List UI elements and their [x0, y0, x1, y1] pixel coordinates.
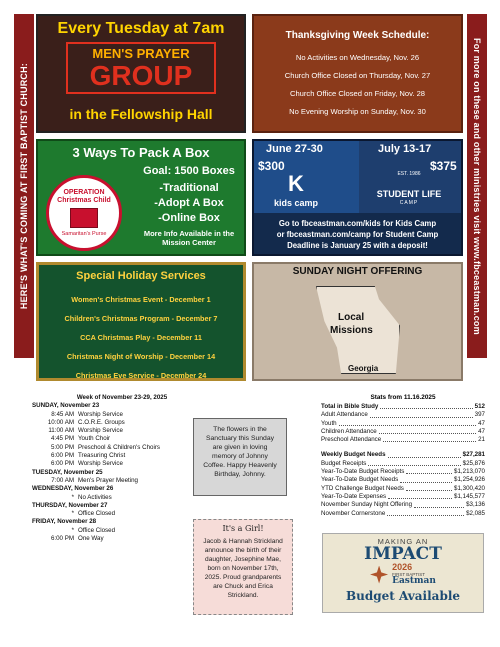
schedule-event: One Way: [78, 535, 104, 543]
schedule-row: [32, 427, 192, 435]
stats-panel: [321, 394, 485, 518]
student-camp-price: $375: [430, 159, 457, 173]
offering-georgia: Georgia: [348, 364, 379, 373]
holiday-item: Christmas Night of Worship - December 14: [66, 352, 216, 361]
stat-value: $25,876: [462, 459, 485, 467]
stat-label: Total in Bible Study: [321, 403, 379, 410]
sunday-offering-panel: [252, 262, 463, 381]
impact-town: Eastman: [392, 576, 436, 586]
stat-row: [321, 510, 485, 518]
stat-leader: [383, 436, 476, 442]
schedule-row: [32, 527, 192, 535]
pack-box-panel: [36, 139, 246, 256]
stat-leader: [406, 468, 452, 474]
gift-box-icon: [70, 208, 98, 228]
pack-box-title: 3 Ways To Pack A Box: [72, 145, 210, 160]
student-camp-label: STUDENT LIFE: [376, 189, 442, 199]
impact-star-icon: [370, 566, 388, 584]
stat-row: [321, 451, 485, 459]
right-sidebar: For more on these and other ministries visit www.fbceastman.com: [467, 14, 487, 358]
stat-row: [321, 436, 485, 444]
pack-box-way: -Traditional: [159, 182, 219, 194]
mens-prayer-location: in the Fellowship Hall: [69, 106, 213, 122]
kids-camp-date: June 27-30: [266, 143, 323, 155]
schedule-time: 7:00 AM: [51, 476, 74, 484]
schedule-event: Preschool & Children's Choirs: [78, 443, 160, 451]
stat-leader: [387, 510, 464, 516]
stat-row: [321, 485, 485, 493]
impact-church: FIRST BAPTIST: [392, 572, 425, 577]
schedule-event: Youth Choir: [78, 435, 111, 443]
schedule-event: Worship Service: [78, 410, 123, 418]
stat-row: [321, 501, 485, 509]
schedule-day: FRIDAY, November 28: [32, 518, 97, 526]
impact-budget-panel: [322, 533, 484, 613]
stat-value: $1,254,926: [454, 476, 485, 484]
schedule-day: WEDNESDAY, November 26: [32, 485, 114, 493]
stat-leader: [414, 501, 464, 507]
stat-value: $27,281: [462, 451, 485, 459]
schedule-day: TUESDAY, November 25: [32, 468, 103, 476]
thanksgiving-title: Thanksgiving Week Schedule:: [285, 30, 430, 41]
stat-leader: [368, 460, 460, 466]
left-sidebar: HERE'S WHAT'S COMING AT FIRST BAPTIST CHURCH:: [14, 14, 34, 358]
impact-title: IMPACT: [364, 544, 442, 564]
stat-leader: [406, 485, 452, 491]
schedule-day: THURSDAY, November 27: [32, 501, 108, 509]
operation-christmas-child-logo: OPERATION Christmas Child Samaritan's Purse: [46, 175, 122, 251]
stat-value: 397: [474, 411, 485, 419]
pack-box-goal: Goal: 1500 Boxes: [143, 165, 235, 177]
birth-text: Jacob & Hannah Strickland announce the birth of their daughter, Josephine Mae, born on November 17th, 2025. Proud grandparents are Chuck and Erica Strickland.: [203, 538, 283, 599]
student-camp-est: EST. 1986: [397, 171, 421, 177]
schedule-event: No Activities: [78, 493, 112, 501]
holiday-item: CCA Christmas Play - December 11: [80, 333, 202, 342]
camps-info: Go to fbceastman.com/kids for Kids Camp: [278, 219, 437, 228]
thanksgiving-item: Church Office Closed on Thursday, Nov. 27: [284, 71, 431, 80]
schedule-time: 4:45 PM: [50, 435, 74, 443]
stat-label: YTD Challenge Budget Needs: [321, 484, 404, 492]
week-title: Week of November 23-29, 2025: [76, 394, 168, 401]
schedule-time: 6:00 PM: [50, 460, 74, 468]
thanksgiving-item: No Evening Worship on Sunday, Nov. 30: [289, 107, 426, 116]
stat-value: $3,136: [466, 501, 485, 509]
stat-row: [321, 460, 485, 468]
stat-row: [321, 411, 485, 419]
stat-value: $1,213,070: [454, 468, 485, 476]
pack-box-way: -Adopt A Box: [154, 197, 224, 209]
schedule-event: Office Closed: [78, 526, 116, 534]
schedule-time: 6:00 PM: [50, 452, 74, 460]
thanksgiving-item: No Activities on Wednesday, Nov. 26: [295, 53, 420, 62]
schedule-day: SUNDAY, November 23: [32, 402, 100, 410]
stat-label: Budget Receipts: [321, 459, 367, 467]
impact-year: 2026: [392, 562, 413, 572]
schedule-time: 11:00 AM: [48, 427, 74, 435]
stat-value: $1,300,420: [454, 484, 485, 492]
camps-info: or fbceastman.com/camp for Student Camp: [276, 230, 439, 239]
thanksgiving-item: Church Office Closed on Friday, Nov. 28: [289, 89, 426, 98]
stat-value: 512: [474, 403, 485, 410]
schedule-row: [32, 411, 192, 419]
mens-prayer-panel: [36, 14, 246, 133]
schedule-row: [32, 494, 192, 502]
stat-row: [321, 403, 485, 411]
holiday-title: Special Holiday Services: [76, 270, 206, 282]
stat-label: Preschool Attendance: [321, 436, 382, 444]
offering-title: SUNDAY NIGHT OFFERING: [292, 266, 423, 277]
stat-value: $1,145,577: [454, 492, 485, 500]
schedule-time: 8:45 AM: [51, 410, 74, 418]
stat-leader: [400, 476, 452, 482]
schedule-row: [32, 444, 192, 452]
camps-panel: [252, 139, 463, 256]
mens-prayer-time: Every Tuesday at 7am: [57, 20, 225, 37]
pack-box-way: -Online Box: [158, 212, 220, 224]
schedule-event: Worship Service: [78, 460, 123, 468]
kids-camp-logo-icon: K: [288, 171, 304, 196]
stat-leader: [380, 403, 472, 409]
schedule-row: [32, 477, 192, 485]
mens-prayer-title: MEN'S PRAYER: [92, 46, 190, 61]
schedule-event: Office Closed: [78, 510, 116, 518]
schedule-event: Worship Service: [78, 427, 123, 435]
stat-label: November Cornerstone: [321, 509, 386, 517]
stat-row: [321, 476, 485, 484]
stat-label: Year-To-Date Budget Needs: [321, 476, 399, 484]
stat-label: Youth: [321, 419, 337, 427]
stat-leader: [339, 420, 477, 426]
schedule-event: Men's Prayer Meeting: [78, 476, 138, 484]
schedule-time: 5:00 PM: [50, 443, 74, 451]
schedule-time: *: [71, 526, 74, 534]
budget-available: Budget Available: [345, 589, 461, 603]
camps-info: Deadline is January 25 with a deposit!: [287, 241, 428, 250]
schedule-row: [32, 435, 192, 443]
stat-row: [321, 493, 485, 501]
stat-label: Adult Attendance: [321, 411, 368, 419]
schedule-row: [32, 535, 192, 543]
stat-label: Year-To-Date Expenses: [321, 492, 387, 500]
schedule-row: [32, 510, 192, 518]
birth-announcement: [193, 519, 293, 615]
stat-value: $2,085: [466, 509, 485, 517]
stat-label: Year-To-Date Budget Receipts: [321, 468, 405, 476]
schedule-row: [32, 460, 192, 468]
schedule-time: *: [71, 493, 74, 501]
week-schedule: [32, 394, 192, 543]
student-camp-date: July 13-17: [378, 143, 432, 155]
stat-leader: [388, 451, 461, 457]
schedule-row: [32, 452, 192, 460]
thanksgiving-panel: [252, 14, 463, 133]
student-camp-sub: CAMP: [399, 200, 419, 206]
stat-row: [321, 420, 485, 428]
stat-value: 47: [478, 419, 485, 427]
stat-leader: [379, 428, 476, 434]
schedule-time: 10:00 AM: [47, 418, 74, 426]
birth-title: It's a Girl!: [222, 524, 264, 533]
stat-label: Children Attendance: [321, 427, 377, 435]
flowers-note: The flowers in the Sanctuary this Sunday are given in loving memory of Johnny Coffee. Happy Heavenly Birthday, Johnny.: [193, 418, 287, 496]
impact-making: MAKING AN: [377, 537, 429, 546]
offering-missions: Missions: [330, 325, 373, 336]
kids-camp-price: $300: [258, 159, 285, 173]
schedule-event: Treasuring Christ: [78, 452, 126, 460]
stat-value: 47: [478, 427, 485, 435]
stats-title: Stats from 11.16.2025: [370, 394, 436, 401]
holiday-item: Christmas Eve Service - December 24: [75, 371, 207, 380]
stat-row: [321, 468, 485, 476]
mens-prayer-group: GROUP: [89, 60, 193, 91]
kids-camp-label: kids camp: [274, 198, 319, 208]
holiday-item: Children's Christmas Program - December 7: [64, 314, 218, 323]
stat-leader: [370, 411, 473, 417]
stat-leader: [388, 493, 452, 499]
schedule-time: *: [71, 510, 74, 518]
schedule-event: C.O.R.E. Groups: [78, 418, 125, 426]
schedule-row: [32, 419, 192, 427]
stat-row: [321, 428, 485, 436]
schedule-time: 6:00 PM: [50, 535, 74, 543]
pack-box-footer: More Info Available in the Mission Center: [143, 229, 235, 247]
offering-local: Local: [338, 312, 365, 323]
stat-label: Weekly Budget Needs: [321, 451, 386, 459]
stat-value: 21: [478, 436, 485, 444]
stat-label: November Sunday Night Offering: [321, 501, 413, 509]
holiday-item: Women's Christmas Event - December 1: [71, 295, 211, 304]
holiday-services-panel: [36, 262, 246, 381]
